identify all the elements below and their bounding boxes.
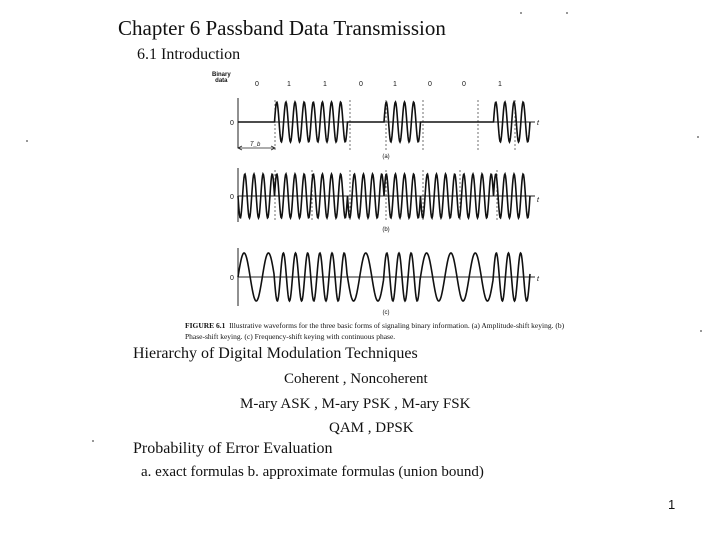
section-heading: 6.1 Introduction (137, 46, 241, 63)
bit-label: 1 (393, 81, 397, 88)
scan-speck (566, 12, 568, 14)
panel-label-b: (b) (382, 227, 390, 233)
tb-label: T_b (250, 142, 261, 148)
bit-label: 0 (428, 81, 432, 88)
binary-label-line2: data (215, 78, 228, 84)
time-label-b: t (537, 197, 539, 204)
hierarchy-heading: Hierarchy of Digital Modulation Techniques (133, 345, 418, 362)
slide-title: Chapter 6 Passband Data Transmission (118, 16, 446, 40)
caption-figure-number: FIGURE 6.1 (185, 321, 226, 330)
bit-label: 0 (462, 81, 466, 88)
panel-label-c: (c) (382, 310, 390, 316)
formulas-line: a. exact formulas b. approximate formulas (union bound) (141, 464, 484, 480)
caption-text: Illustrative waveforms for the three basic forms of signaling binary information. (a) Amplitude-shift keying. (b) Phase-shift keying. (c) Frequency-shift keying with continuous phase. (185, 321, 565, 341)
page-number: 1 (668, 497, 676, 512)
zero-label-a: 0 (230, 120, 234, 127)
probability-heading: Probability of Error Evaluation (133, 440, 333, 457)
scan-speck (697, 136, 699, 138)
scan-speck (520, 12, 522, 14)
qam-line: QAM , DPSK (329, 420, 414, 436)
scan-speck (92, 440, 94, 442)
binary-label-line1: Binary (212, 72, 231, 78)
time-label-c: t (537, 276, 539, 283)
scan-speck (700, 330, 702, 332)
time-label-a: t (537, 120, 539, 127)
zero-label-b: 0 (230, 194, 234, 201)
mary-line: M-ary ASK , M-ary PSK , M-ary FSK (240, 396, 471, 412)
coherent-line: Coherent , Noncoherent (284, 371, 428, 387)
bit-label: 0 (359, 81, 363, 88)
bit-label: 1 (498, 81, 502, 88)
bit-label: 1 (287, 81, 291, 88)
zero-label-c: 0 (230, 275, 234, 282)
scan-speck (26, 140, 28, 142)
figure-caption (185, 320, 575, 342)
bit-label: 0 (255, 81, 259, 88)
panel-label-a: (a) (382, 154, 390, 160)
bit-label: 1 (323, 81, 327, 88)
